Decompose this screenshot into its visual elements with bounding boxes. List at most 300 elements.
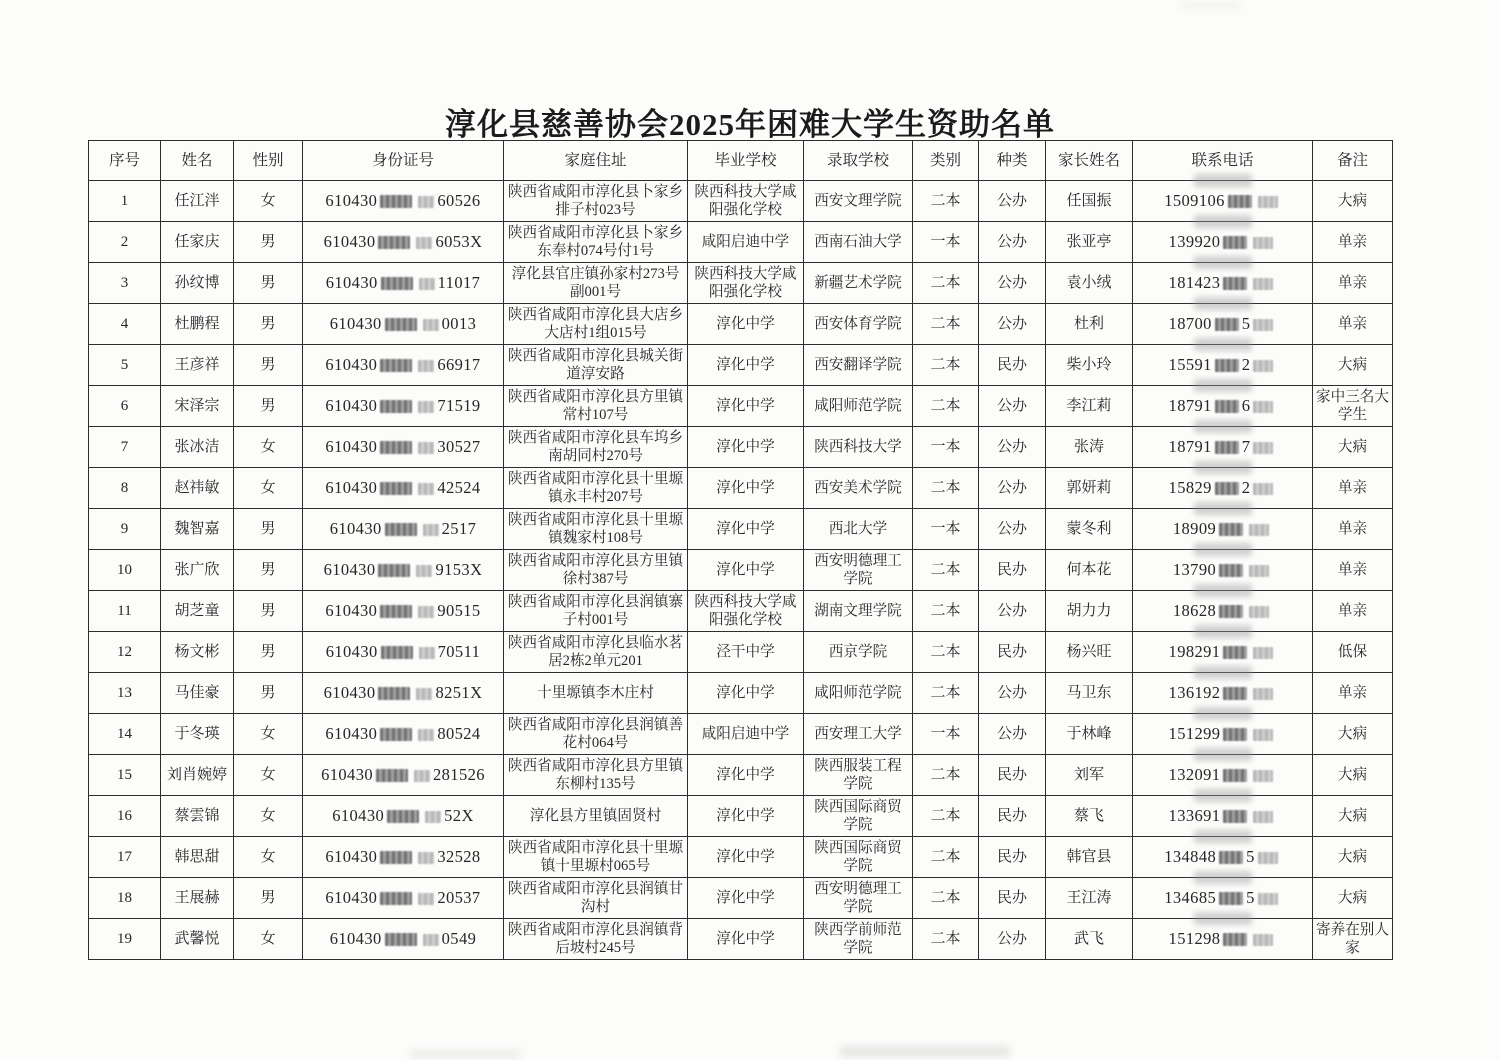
cell-gender: 女 [234,468,303,509]
cell-grad-school: 陕西科技大学咸阳强化学校 [688,181,804,222]
cell-parent-name: 于林峰 [1046,714,1133,755]
table-row [89,427,1393,468]
cell-id-number [303,468,504,509]
id-prefix: 610430 [325,846,378,866]
redaction-block [380,605,412,618]
cell-parent-name: 蒙冬利 [1046,509,1133,550]
id-suffix: 66917 [437,354,481,374]
cell-id-number [303,263,504,304]
cell-parent-name: 任国振 [1046,181,1133,222]
cell-tier: 二本 [913,386,979,427]
cell-tier: 一本 [913,222,979,263]
id-suffix: 71519 [437,395,481,415]
redaction-block [1253,401,1273,413]
cell-admit-school: 西北大学 [804,509,913,550]
cell-admit-school: 陕西服装工程学院 [804,755,913,796]
cell-address: 陕西省咸阳市淳化县十里塬镇十里塬村065号 [504,837,688,878]
cell-admit-school: 西安美术学院 [804,468,913,509]
table-row [89,714,1393,755]
id-prefix: 610430 [325,190,378,210]
id-prefix: 610430 [323,559,376,579]
cell-name: 韩思甜 [161,837,234,878]
cell-no: 10 [89,550,161,591]
cell-note: 寄养在别人家 [1313,919,1393,960]
cell-note: 大病 [1313,796,1393,837]
cell-parent-name: 杨兴旺 [1046,632,1133,673]
cell-admit-school: 咸阳师范学院 [804,673,913,714]
cell-note: 大病 [1313,714,1393,755]
id-suffix: 0013 [441,313,477,333]
cell-tier: 二本 [913,878,979,919]
cell-gender: 女 [234,714,303,755]
cell-note: 大病 [1313,181,1393,222]
cell-id-number [303,304,504,345]
redaction-block [380,441,412,454]
redaction-block [1223,933,1247,946]
cell-type: 公办 [979,714,1046,755]
redaction-block [380,851,412,864]
id-prefix: 610430 [325,723,378,743]
table-header [89,141,1393,181]
cell-admit-school: 陕西国际商贸学院 [804,796,913,837]
cell-note: 单亲 [1313,263,1393,304]
table-row [89,386,1393,427]
phone-prefix: 18700 [1168,313,1212,333]
column-header-1: 姓名 [161,141,234,181]
cell-tier: 二本 [913,837,979,878]
cell-tier: 二本 [913,550,979,591]
phone-prefix: 151298 [1168,928,1221,948]
phone-prefix: 133691 [1168,805,1221,825]
cell-phone [1133,509,1313,550]
cell-id-number [303,714,504,755]
phone-prefix: 132091 [1168,764,1221,784]
cell-phone [1133,550,1313,591]
scan-artifact [840,1046,1010,1057]
redaction-block [1215,400,1239,413]
cell-name: 于冬瑛 [161,714,234,755]
cell-grad-school: 淳化中学 [688,550,804,591]
id-prefix: 610430 [325,600,378,620]
cell-grad-school: 淳化中学 [688,345,804,386]
phone-prefix: 139920 [1168,231,1221,251]
cell-address: 陕西省咸阳市淳化县十里塬镇永丰村207号 [504,468,688,509]
phone-visible-digit: 6 [1241,395,1251,415]
cell-address: 陕西省咸阳市淳化县十里塬镇魏家村108号 [504,509,688,550]
redaction-block [1253,442,1273,454]
redaction-block [1215,482,1239,495]
cell-parent-name: 李江莉 [1046,386,1133,427]
cell-grad-school: 泾干中学 [688,632,804,673]
redaction-block [1223,728,1247,741]
cell-address: 陕西省咸阳市淳化县方里镇常村107号 [504,386,688,427]
table-row [89,509,1393,550]
cell-type: 民办 [979,755,1046,796]
cell-note: 单亲 [1313,304,1393,345]
redaction-block [380,482,412,495]
redaction-block [1215,441,1239,454]
cell-phone [1133,263,1313,304]
cell-address: 陕西省咸阳市淳化县润镇甘沟村 [504,878,688,919]
table-body [89,181,1393,960]
redaction-block [1258,893,1278,905]
cell-admit-school: 西安明德理工学院 [804,878,913,919]
cell-grad-school: 咸阳启迪中学 [688,714,804,755]
cell-admit-school: 西安文理学院 [804,181,913,222]
cell-tier: 二本 [913,304,979,345]
redaction-block [1228,195,1252,208]
cell-parent-name: 蔡飞 [1046,796,1133,837]
cell-address: 陕西省咸阳市淳化县城关街道淳安路 [504,345,688,386]
redaction-block [1223,810,1247,823]
phone-prefix: 18791 [1168,395,1212,415]
cell-note: 单亲 [1313,468,1393,509]
cell-no: 18 [89,878,161,919]
cell-parent-name: 柴小玲 [1046,345,1133,386]
cell-phone [1133,304,1313,345]
redaction-block [418,893,434,905]
cell-admit-school: 陕西国际商贸学院 [804,837,913,878]
phone-prefix: 18628 [1172,600,1217,620]
cell-parent-name: 王江涛 [1046,878,1133,919]
redaction-block [416,688,432,700]
cell-id-number [303,755,504,796]
cell-note: 低保 [1313,632,1393,673]
cell-note: 单亲 [1313,509,1393,550]
id-prefix: 610430 [329,518,382,538]
cell-id-number [303,591,504,632]
redaction-block [1253,278,1273,290]
redaction-block [414,770,430,782]
cell-gender: 女 [234,837,303,878]
redaction-block [378,564,410,577]
cell-name: 孙纹博 [161,263,234,304]
column-header-10: 联系电话 [1133,141,1313,181]
redaction-block [1219,605,1243,618]
cell-admit-school: 西京学院 [804,632,913,673]
cell-tier: 二本 [913,632,979,673]
redaction-block [1223,769,1247,782]
cell-parent-name: 何本花 [1046,550,1133,591]
cell-parent-name: 马卫东 [1046,673,1133,714]
column-header-9: 家长姓名 [1046,141,1133,181]
cell-name: 武馨悦 [161,919,234,960]
redaction-block [423,934,439,946]
redaction-block [418,442,434,454]
redaction-block [416,237,432,249]
cell-parent-name: 张亚亭 [1046,222,1133,263]
redaction-block [380,359,412,372]
cell-id-number [303,509,504,550]
cell-name: 王彦祥 [161,345,234,386]
id-suffix: 30527 [437,436,481,456]
cell-tier: 一本 [913,509,979,550]
redaction-block [1253,729,1273,741]
cell-type: 公办 [979,468,1046,509]
cell-type: 公办 [979,263,1046,304]
cell-address: 陕西省咸阳市淳化县卜家乡东奉村074号付1号 [504,222,688,263]
redaction-block [1249,524,1269,536]
cell-name: 马佳豪 [161,673,234,714]
cell-id-number [303,550,504,591]
cell-phone [1133,673,1313,714]
cell-admit-school: 西安翻译学院 [804,345,913,386]
redaction-block [380,400,412,413]
cell-type: 公办 [979,304,1046,345]
table-row [89,796,1393,837]
cell-no: 2 [89,222,161,263]
id-suffix: 52X [444,805,474,825]
cell-type: 公办 [979,509,1046,550]
redaction-block [380,892,412,905]
redaction-block [1219,564,1243,577]
redaction-block [1223,646,1247,659]
cell-address: 淳化县方里镇固贤村 [504,796,688,837]
table-row [89,222,1393,263]
cell-gender: 男 [234,591,303,632]
redaction-block [418,729,434,741]
cell-no: 17 [89,837,161,878]
cell-phone [1133,632,1313,673]
cell-grad-school: 淳化中学 [688,796,804,837]
cell-name: 张冰洁 [161,427,234,468]
cell-no: 19 [89,919,161,960]
redaction-block [419,647,435,659]
cell-name: 任江泮 [161,181,234,222]
phone-prefix: 136192 [1168,682,1221,702]
cell-parent-name: 郭妍莉 [1046,468,1133,509]
cell-tier: 一本 [913,714,979,755]
cell-gender: 男 [234,632,303,673]
cell-no: 7 [89,427,161,468]
cell-parent-name: 韩官县 [1046,837,1133,878]
cell-gender: 女 [234,181,303,222]
id-prefix: 610430 [325,641,378,661]
cell-parent-name: 张涛 [1046,427,1133,468]
phone-prefix: 134685 [1164,887,1217,907]
cell-phone [1133,427,1313,468]
cell-id-number [303,878,504,919]
cell-type: 公办 [979,591,1046,632]
redaction-block [418,852,434,864]
cell-note: 大病 [1313,878,1393,919]
scan-artifact [1180,2,1240,8]
cell-name: 任家庆 [161,222,234,263]
cell-gender: 女 [234,427,303,468]
cell-type: 公办 [979,427,1046,468]
redaction-block [423,319,439,331]
redaction-block [1223,687,1247,700]
id-prefix: 610430 [325,436,378,456]
redaction-block [416,565,432,577]
id-suffix: 0549 [441,928,477,948]
cell-phone [1133,181,1313,222]
redaction-block [387,810,419,823]
cell-grad-school: 咸阳启迪中学 [688,222,804,263]
cell-phone [1133,796,1313,837]
redaction-block [1223,236,1247,249]
cell-address: 陕西省咸阳市淳化县临水茗居2栋2单元201 [504,632,688,673]
cell-address: 陕西省咸阳市淳化县大店乡大店村1组015号 [504,304,688,345]
redaction-block [1249,606,1269,618]
cell-phone [1133,386,1313,427]
cell-tier: 二本 [913,919,979,960]
cell-note: 大病 [1313,837,1393,878]
cell-id-number [303,796,504,837]
redaction-block [418,360,434,372]
cell-phone [1133,591,1313,632]
redaction-block [1253,319,1273,331]
cell-note: 单亲 [1313,673,1393,714]
cell-grad-school: 淳化中学 [688,427,804,468]
table-row [89,878,1393,919]
cell-type: 民办 [979,837,1046,878]
cell-type: 民办 [979,796,1046,837]
document-title: 淳化县慈善协会2025年困难大学生资助名单 [445,107,1055,142]
cell-type: 民办 [979,345,1046,386]
redaction-block [1253,647,1273,659]
phone-visible-digit: 5 [1246,846,1255,866]
cell-address: 淳化县官庄镇孙家村273号副001号 [504,263,688,304]
cell-tier: 二本 [913,181,979,222]
cell-no: 15 [89,755,161,796]
redaction-block [1253,360,1273,372]
id-suffix: 80524 [437,723,481,743]
redaction-block [381,277,413,290]
cell-note: 单亲 [1313,591,1393,632]
cell-type: 公办 [979,673,1046,714]
cell-name: 刘肖婉婷 [161,755,234,796]
cell-type: 公办 [979,919,1046,960]
redaction-block [1219,523,1243,536]
cell-id-number [303,632,504,673]
cell-gender: 男 [234,222,303,263]
cell-address: 陕西省咸阳市淳化县润镇善花村064号 [504,714,688,755]
cell-name: 魏智嘉 [161,509,234,550]
cell-grad-school: 淳化中学 [688,755,804,796]
redaction-block [418,606,434,618]
cell-name: 宋泽宗 [161,386,234,427]
cell-type: 民办 [979,550,1046,591]
cell-address: 陕西省咸阳市淳化县方里镇徐村387号 [504,550,688,591]
cell-no: 6 [89,386,161,427]
phone-prefix: 18791 [1168,436,1212,456]
cell-id-number [303,222,504,263]
table-row [89,632,1393,673]
redaction-block [419,278,435,290]
cell-parent-name: 杜利 [1046,304,1133,345]
cell-no: 8 [89,468,161,509]
cell-grad-school: 淳化中学 [688,509,804,550]
id-prefix: 610430 [325,395,378,415]
cell-address: 陕西省咸阳市淳化县方里镇东柳村135号 [504,755,688,796]
phone-visible-digit: 2 [1241,354,1251,374]
cell-tier: 一本 [913,427,979,468]
cell-admit-school: 新疆艺术学院 [804,263,913,304]
redaction-block [418,483,434,495]
cell-gender: 男 [234,386,303,427]
redaction-block [1223,277,1247,290]
cell-admit-school: 陕西学前师范学院 [804,919,913,960]
cell-note: 大病 [1313,427,1393,468]
cell-no: 5 [89,345,161,386]
id-suffix: 8251X [435,682,483,702]
redaction-block [1219,892,1243,905]
cell-parent-name: 袁小绒 [1046,263,1133,304]
cell-address: 陕西省咸阳市淳化县车坞乡南胡同村270号 [504,427,688,468]
cell-phone [1133,878,1313,919]
table-row [89,468,1393,509]
cell-type: 公办 [979,181,1046,222]
cell-grad-school: 陕西科技大学咸阳强化学校 [688,591,804,632]
phone-prefix: 151299 [1168,723,1221,743]
cell-note: 大病 [1313,345,1393,386]
cell-gender: 女 [234,796,303,837]
redaction-block [418,196,434,208]
id-suffix: 90515 [437,600,481,620]
cell-parent-name: 刘军 [1046,755,1133,796]
phone-prefix: 134848 [1164,846,1217,866]
cell-admit-school: 西安明德理工学院 [804,550,913,591]
cell-parent-name: 胡力力 [1046,591,1133,632]
phone-visible-digit: 7 [1241,436,1251,456]
redaction-block [418,401,434,413]
column-header-6: 录取学校 [804,141,913,181]
table-row [89,263,1393,304]
cell-phone [1133,714,1313,755]
table-row [89,181,1393,222]
phone-visible-digit: 2 [1241,477,1251,497]
cell-id-number [303,837,504,878]
redaction-block [1253,811,1273,823]
cell-tier: 二本 [913,263,979,304]
cell-tier: 二本 [913,755,979,796]
id-suffix: 281526 [433,764,485,784]
id-prefix: 610430 [325,887,378,907]
cell-gender: 男 [234,304,303,345]
cell-id-number [303,427,504,468]
id-prefix: 610430 [329,313,382,333]
scan-artifact [410,1050,520,1058]
table-row [89,673,1393,714]
cell-type: 公办 [979,386,1046,427]
cell-no: 4 [89,304,161,345]
cell-no: 9 [89,509,161,550]
cell-phone [1133,755,1313,796]
cell-admit-school: 陕西科技大学 [804,427,913,468]
id-suffix: 42524 [437,477,481,497]
cell-tier: 二本 [913,796,979,837]
id-prefix: 610430 [325,272,378,292]
redaction-block [1253,770,1273,782]
id-suffix: 9153X [435,559,483,579]
cell-gender: 男 [234,878,303,919]
cell-tier: 二本 [913,591,979,632]
cell-phone [1133,345,1313,386]
cell-name: 胡芝童 [161,591,234,632]
cell-tier: 二本 [913,468,979,509]
redaction-block [378,236,410,249]
cell-address: 陕西省咸阳市淳化县卜家乡排子村023号 [504,181,688,222]
id-prefix: 610430 [325,477,378,497]
cell-gender: 男 [234,550,303,591]
phone-visible-digit: 5 [1241,313,1251,333]
cell-grad-school: 淳化中学 [688,837,804,878]
cell-no: 1 [89,181,161,222]
cell-id-number [303,673,504,714]
cell-id-number [303,181,504,222]
table-row [89,591,1393,632]
